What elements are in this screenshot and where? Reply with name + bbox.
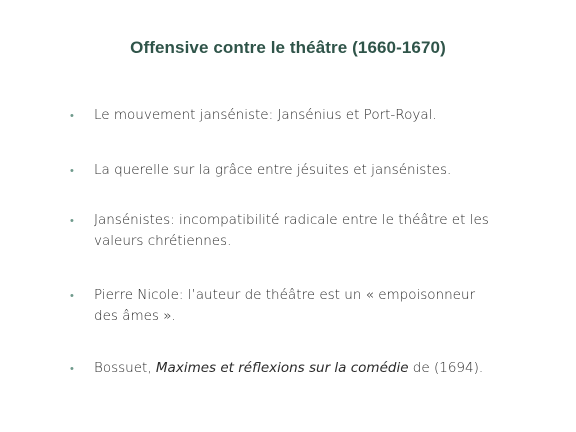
- bullet-text: [94, 358, 524, 379]
- bullet-text-line: des âmes ».: [94, 308, 176, 324]
- bullet-dot-icon: •: [70, 362, 74, 375]
- bullet-text-suffix: de (1694).: [408, 360, 484, 376]
- bullet-text: [94, 285, 524, 327]
- bullet-text: La querelle sur la grâce entre jésuites et jansénistes.: [94, 162, 452, 178]
- bullet-text: [94, 210, 524, 252]
- bullet-dot-icon: •: [70, 164, 74, 177]
- bullet-dot-icon: •: [70, 289, 74, 302]
- bullet-text-line: Pierre Nicole: l’auteur de théâtre est un « empoisonneur: [94, 287, 476, 303]
- bullet-text-line: valeurs chrétiennes.: [94, 233, 232, 249]
- bullet-text-prefix: Bossuet,: [94, 360, 156, 376]
- bullet-text-line: Jansénistes: incompatibilité radicale entre le théâtre et les: [94, 212, 489, 228]
- bullet-dot-icon: •: [70, 109, 74, 122]
- slide-title: Offensive contre le théâtre (1660-1670): [130, 38, 446, 57]
- bullet-dot-icon: •: [70, 214, 74, 227]
- book-title: Maximes et réflexions sur la comédie: [155, 360, 409, 376]
- bullet-text: Le mouvement janséniste: Jansénius et Port-Royal.: [94, 107, 437, 123]
